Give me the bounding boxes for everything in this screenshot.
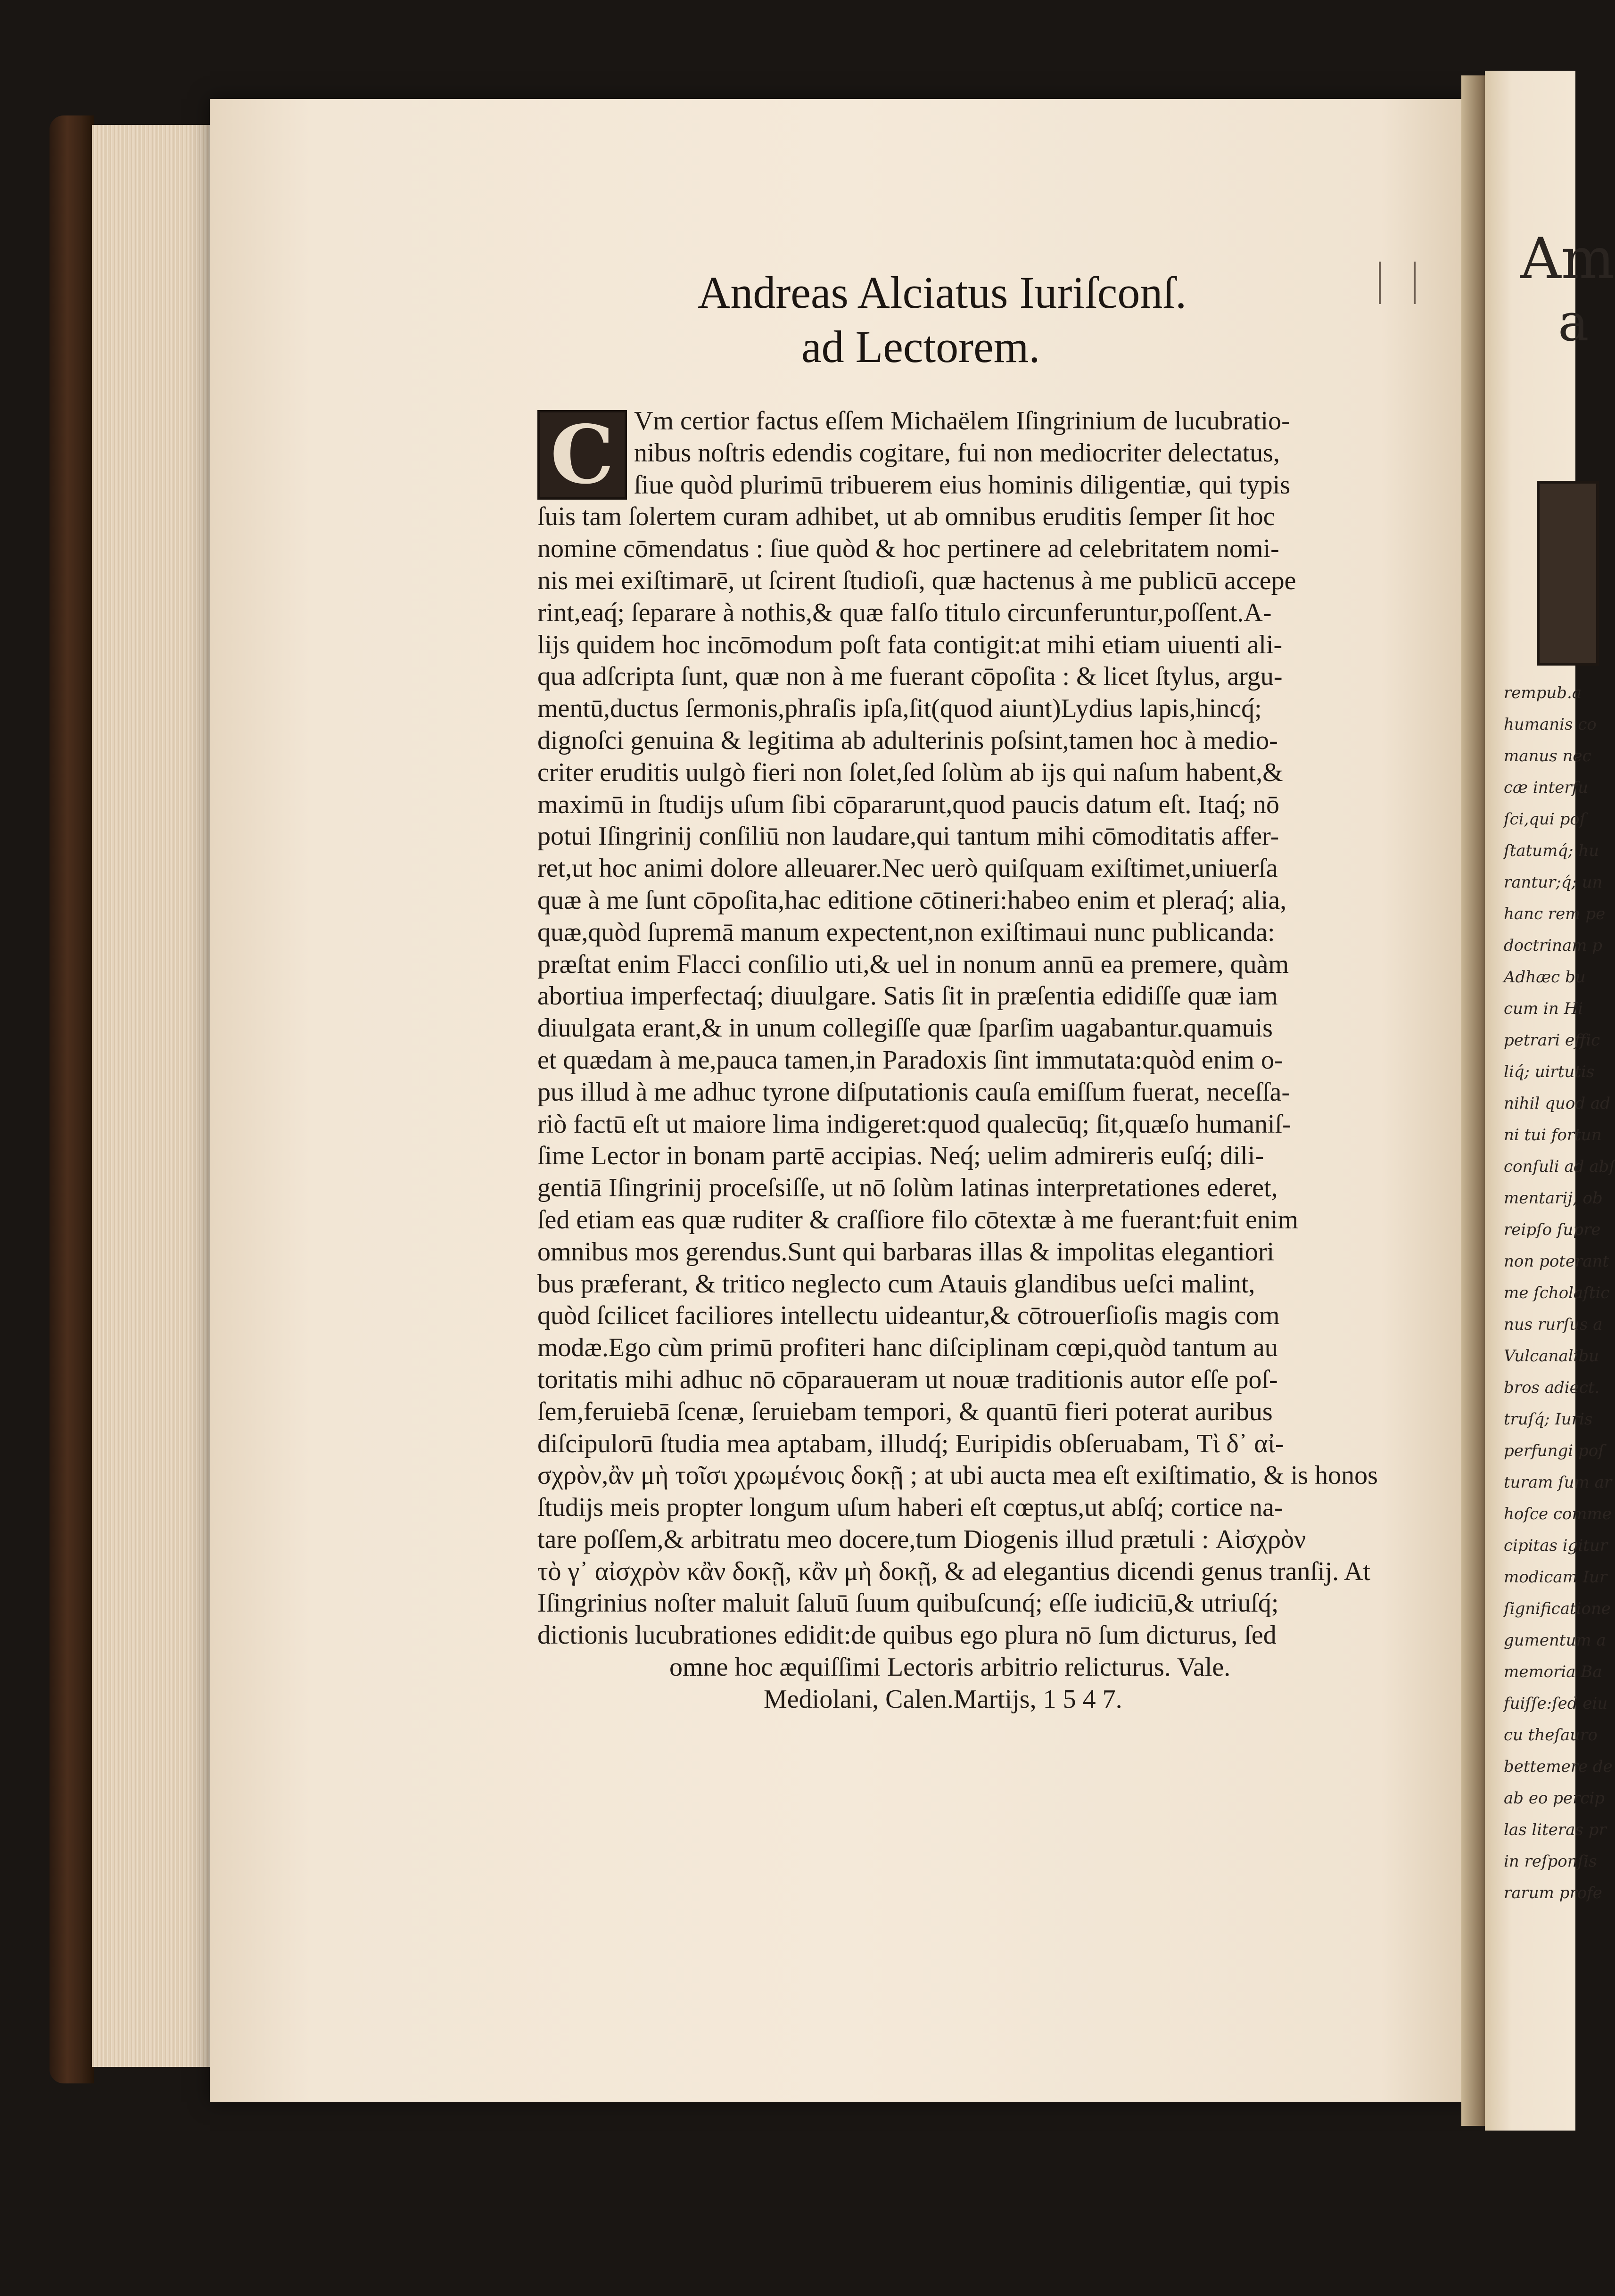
margin-note: bros adiect. [1504, 1378, 1600, 1397]
margin-note: mentarij, ob [1504, 1189, 1603, 1208]
margin-note: nihil quod ad [1504, 1094, 1610, 1113]
margin-note: memoria Ba [1504, 1662, 1602, 1681]
margin-note: reipſo ſupre [1504, 1220, 1601, 1239]
margin-note: truſq́; Iuris [1504, 1410, 1593, 1429]
margin-note: liq́; uirtutis [1504, 1062, 1595, 1081]
body-line: Iſingrinius noſter maluit ſaluū ſuum quibuſcunq́; eſſe iudiciū,& utriuſq́; [537, 1588, 1279, 1618]
body-line: pus illud à me adhuc tyrone diſputationis cauſa emiſſum fuerat, neceſſa- [537, 1077, 1291, 1107]
body-line: ſtudijs meis propter longum uſum haberi eſt cœptus,ut abſq́; cortice na- [537, 1493, 1283, 1522]
margin-note: fuiſſe:ſed eiu [1504, 1694, 1608, 1713]
body-line: Mediolani, Calen.Martijs, 1 5 4 7. [764, 1684, 1122, 1714]
body-line: qua adſcripta ſunt, quæ non à me fuerant cōpoſita : & licet ſtylus, argu- [537, 662, 1283, 691]
page-edges [92, 125, 214, 2067]
margin-note: hoſce comme [1504, 1505, 1612, 1523]
body-line: ret,ut hoc animi dolore alleuarer.Nec uerò quiſquam exiſtimet,uniuerſa [537, 854, 1278, 883]
body-line: dictionis lucubrationes edidit:de quibus ego plura nō ſum dicturus, ſed [537, 1621, 1277, 1650]
body-line: criter eruditis uulgò fieri non ſolet,ſed ſolùm ab ijs qui naſum habent,& [537, 757, 1283, 787]
body-line: quòd ſcilicet faciliores intellectu uideantur,& cōtrouerſioſis magis com [537, 1301, 1280, 1331]
margin-note: ni tui fortun [1504, 1126, 1602, 1144]
decorated-initial [537, 410, 627, 500]
margin-note: bettemere de [1504, 1757, 1613, 1776]
margin-note: petrari effic [1504, 1031, 1600, 1050]
right-page-heading-2: a [1558, 292, 1589, 353]
bracket-mark [1379, 262, 1416, 304]
body-line: omnibus mos gerendus.Sunt qui barbaras illas & impolitas elegantiori [537, 1237, 1275, 1267]
body-line: ſime Lector in bonam partē accipias. Neq́; uelim admireris euſq́; dili- [537, 1141, 1264, 1171]
body-line: σχρὸν,ἂν μὴ τοῖσι χρωμένοις δοκῇ ; at ubi aucta mea eſt exiſtimatio, & is honos [537, 1461, 1378, 1490]
body-line: potui Iſingrinij conſiliū non laudare,qui tantum mihi cōmoditatis affer- [537, 822, 1279, 851]
initial-letter: C [550, 408, 614, 502]
body-line: mentū,ductus ſermonis,phraſis ipſa,ſit(quod aiunt)Lydius lapis,hincq́; [537, 694, 1262, 724]
margin-note: me ſcholaſtic [1504, 1284, 1610, 1302]
body-line: omne hoc æquiſſimi Lectoris arbitrio relicturus. Vale. [669, 1653, 1231, 1682]
body-line: maximū in ſtudijs uſum ſibi cōpararunt,quod paucis datum eſt. Itaq́; nō [537, 790, 1279, 819]
margin-note: rempub.a [1504, 683, 1582, 702]
body-line: riò factū eſt ut maiore lima indigeret:quod qualecūq; ſit,quæſo humaniſ- [537, 1109, 1291, 1139]
body-line: abortiua imperfectaq́; diuulgare. Satis ſit in præſentia edidiſſe quæ iam [537, 981, 1278, 1011]
margin-note: modicam Iur [1504, 1568, 1607, 1587]
margin-note: ſtatumq́; hu [1504, 841, 1599, 860]
body-line: nibus noſtris edendis cogitare, fui non mediocriter delectatus, [634, 438, 1280, 468]
right-page-initial-image [1537, 481, 1599, 666]
margin-note: rantur;q́; un [1504, 873, 1603, 892]
margin-note: ſignificatione [1504, 1599, 1611, 1618]
margin-note: humanis co [1504, 715, 1597, 734]
body-line: diſcipulorū ſtudia mea aptabam, illudq́; Euripidis obſeruabam, Τὶ δ᾽ αἰ- [537, 1429, 1284, 1458]
body-line: bus præferant, & tritico neglecto cum Atauis glandibus ueſci malint, [537, 1269, 1255, 1299]
body-line: ſuis tam ſolertem curam adhibet, ut ab omnibus eruditis ſemper ſit hoc [537, 502, 1275, 532]
body-line: modæ.Ego cùm primū profiteri hanc diſciplinam cœpi,quòd tantum au [537, 1333, 1278, 1363]
margin-note: non poterant [1504, 1252, 1609, 1271]
margin-note: rarum profe [1504, 1884, 1602, 1902]
margin-note: perfungi poſ [1504, 1441, 1604, 1460]
body-line: nomine cōmendatus : ſiue quòd & hoc pertinere ad celebritatem nomi- [537, 534, 1279, 564]
margin-note: las literas pr [1504, 1820, 1607, 1839]
body-line: ſem,feruiebā ſcenæ, ſeruiebam tempori, & quantū fieri poterat auribus [537, 1397, 1273, 1426]
body-line: dignoſci genuina & legitima ab adulterinis poſsint,tamen hoc à medio- [537, 725, 1278, 755]
body-line: ſed etiam eas quæ ruditer & craſſiore filo cōtextæ à me fuerant:fuit enim [537, 1205, 1299, 1234]
body-line: lijs quidem hoc incōmodum poſt fata contigit:at mihi etiam uiuenti ali- [537, 630, 1283, 659]
page-title: Andreas Alciatus Iuriſconſ. [698, 267, 1187, 318]
margin-note: gumentum a [1504, 1631, 1606, 1650]
margin-note: cæ interfu [1504, 778, 1589, 797]
margin-note: manus nec [1504, 747, 1591, 765]
page-subtitle: ad Lectorem. [801, 321, 1040, 372]
body-line: et quædam à me,pauca tamen,in Paradoxis ſint immutata:quòd enim o- [537, 1045, 1283, 1075]
body-line: τὸ γ᾽ αἰσχρὸν κἂν δοκῇ, κἂν μὴ δοκῇ, & ad elegantius dicendi genus tranſij. At [537, 1556, 1371, 1586]
body-line: diuulgata erant,& in unum collegiſſe quæ ſparſim uagabantur.quamuis [537, 1013, 1273, 1043]
right-page-margin-notes [1504, 683, 1615, 1915]
body-line: gentiā Iſingrinij proceſsiſſe, ut nō ſolùm latinas interpretationes ederet, [537, 1173, 1278, 1203]
margin-note: Vulcanalibu [1504, 1347, 1599, 1366]
margin-note: doctrinam p [1504, 936, 1603, 955]
body-line: nis mei exiſtimarē, ut ſcirent ſtudioſi, quæ hactenus à me publicū accepe [537, 566, 1296, 595]
body-line: ſiue quòd plurimū tribuerem eius hominis diligentiæ, qui typis [634, 470, 1291, 500]
body-line: præſtat enim Flacci conſilio uti,& uel in nonum annū ea premere, quàm [537, 949, 1289, 979]
body-line: Vm certior factus eſſem Michaëlem Iſingrinium de lucubratio- [634, 406, 1290, 436]
body-line: tare poſſem,& arbitratu meo docere,tum Diogenis illud prætuli : Αἰσχρὸν [537, 1524, 1306, 1554]
margin-note: nus rurſus a [1504, 1315, 1603, 1334]
right-page-heading: Am [1520, 226, 1615, 292]
margin-note: turam ſum ar [1504, 1473, 1612, 1492]
body-line: toritatis mihi adhuc nō cōparaueram ut nouæ traditionis autor eſſe poſ- [537, 1365, 1278, 1394]
margin-note: conſuli ad abſ [1504, 1157, 1615, 1176]
book-spine [49, 115, 94, 2083]
margin-note: Adhæc bu [1504, 968, 1586, 987]
margin-note: cu theſauro [1504, 1726, 1598, 1745]
margin-note: in reſponſis [1504, 1852, 1597, 1871]
margin-note: ab eo percip [1504, 1789, 1605, 1808]
body-text [537, 405, 1433, 1716]
margin-note: ſci,qui poſ [1504, 810, 1586, 829]
margin-note: cipitas igitur [1504, 1536, 1608, 1555]
right-page-fragment [1485, 71, 1615, 2131]
body-line: rint,eaq́; ſeparare à nothis,& quæ falſo titulo circunferuntur,poſſent.A- [537, 598, 1272, 627]
margin-note: cum in Hi [1504, 999, 1583, 1018]
margin-note: hanc rem pe [1504, 905, 1606, 923]
body-line: quæ,quòd ſupremā manum expectent,non exiſtimaui nunc publicanda: [537, 917, 1275, 947]
body-line: quæ à me ſunt cōpoſita,hac editione cōtineri:habeo enim et pleraq́; alia, [537, 885, 1287, 915]
